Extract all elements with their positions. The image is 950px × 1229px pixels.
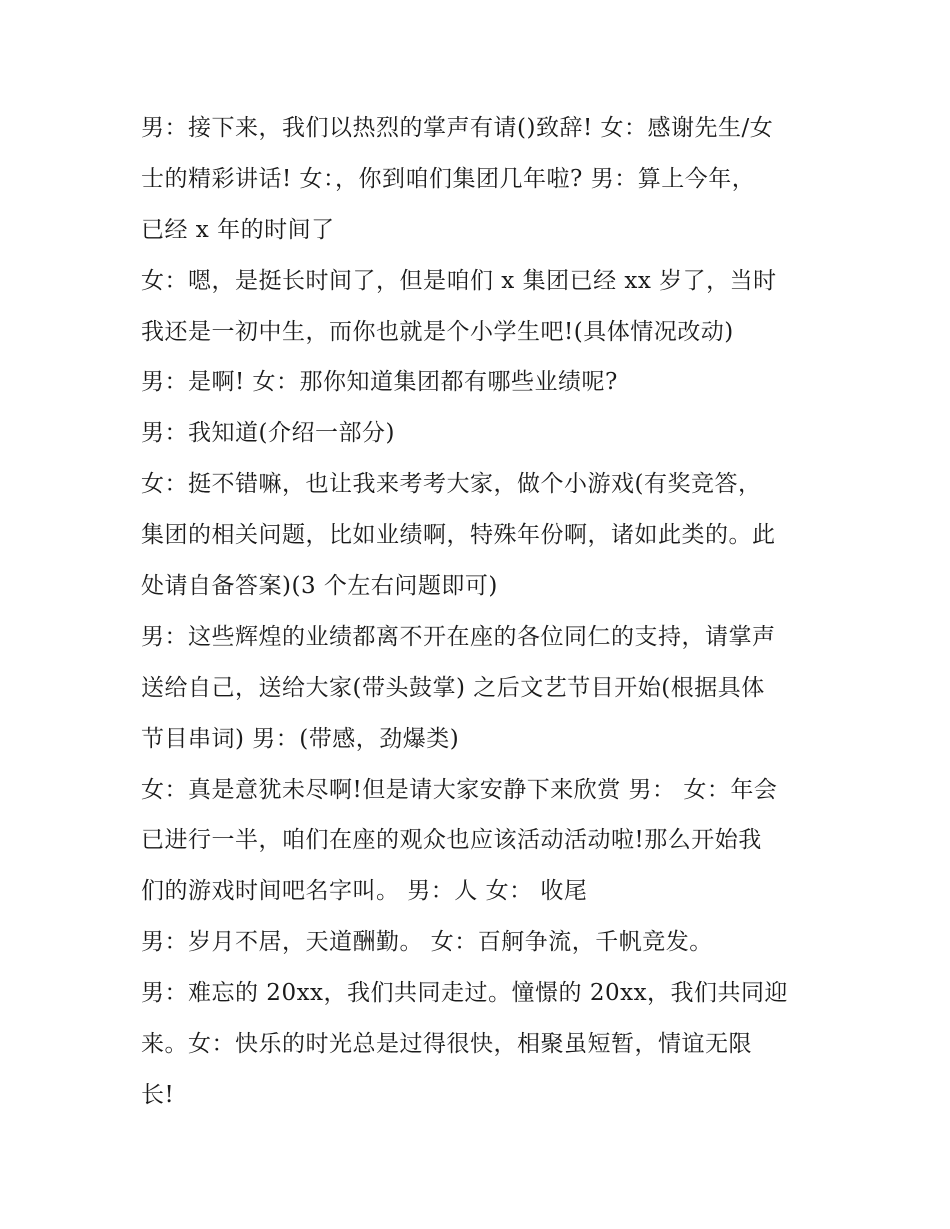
text-line: 已进行一半，咱们在座的观众也应该活动活动啦!那么开始我 xyxy=(141,827,762,854)
text-line: 们的游戏时间吧名字叫。 男：人 女： 收尾 xyxy=(141,878,588,905)
text-line: 男：岁月不居，天道酬勤。 女：百舸争流，千帆竞发。 xyxy=(141,929,713,956)
text-line: 送给自己，送给大家(带头鼓掌) 之后文艺节目开始(根据具体 xyxy=(141,674,765,701)
text-line: 节目串词) 男：(带感，劲爆类) xyxy=(141,725,460,752)
text-line: 男：是啊! 女：那你知道集团都有哪些业绩呢? xyxy=(141,369,618,396)
text-line: 来。女：快乐的时光总是过得很快，相聚虽短暂，情谊无限 xyxy=(141,1031,752,1058)
text-line: 女：嗯，是挺长时间了，但是咱们 x 集团已经 xx 岁了，当时 xyxy=(141,267,777,294)
text-line: 女：挺不错嘛，也让我来考考大家，做个小游戏(有奖竞答， xyxy=(141,471,762,498)
text-line: 长! xyxy=(141,1081,175,1108)
text-line: 已经 x 年的时间了 xyxy=(141,216,335,243)
text-line: 集团的相关问题，比如业绩啊，特殊年份啊，诸如此类的。此 xyxy=(141,522,776,549)
text-line: 男：接下来，我们以热烈的掌声有请()致辞! 女：感谢先生/女 xyxy=(141,115,774,141)
text-line: 男：这些辉煌的业绩都离不开在座的各位同仁的支持，请掌声 xyxy=(141,623,776,650)
text-line: 处请自备答案)(3 个左右问题即可) xyxy=(141,573,498,600)
text-line: 士的精彩讲话! 女：，你到咱们集团几年啦? 男：算上今年， xyxy=(141,165,756,192)
text-line: 女：真是意犹未尽啊!但是请大家安静下来欣赏 男： 女：年会 xyxy=(141,776,778,803)
document-body xyxy=(141,103,821,1121)
text-line: 我还是一初中生，而你也就是个小学生吧!(具体情况改动) xyxy=(141,318,734,345)
text-line: 男：我知道(介绍一部分) xyxy=(141,420,395,447)
text-line: 男：难忘的 20xx，我们共同走过。憧憬的 20xx，我们共同迎 xyxy=(141,980,789,1007)
